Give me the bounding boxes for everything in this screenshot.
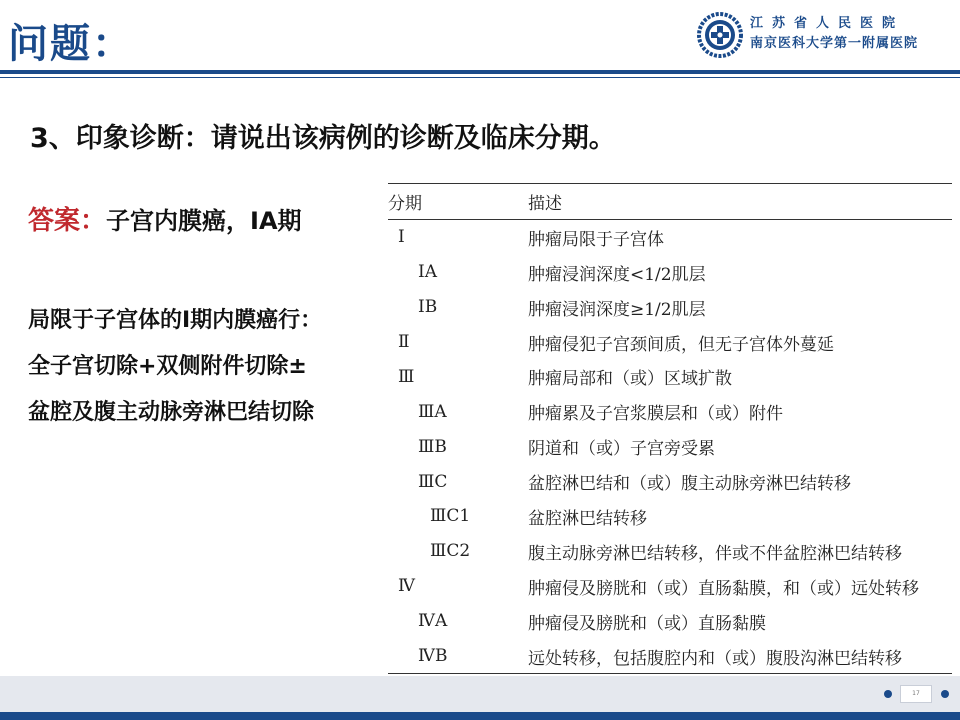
answer-label: 答案： xyxy=(28,206,107,236)
description-cell: 阴道和（或）子宫旁受累 xyxy=(528,439,715,460)
description-cell: 肿瘤浸润深度<1/2肌层 xyxy=(528,264,706,285)
table-row xyxy=(388,429,952,464)
stage-cell: ⅢA xyxy=(418,401,447,422)
stage-cell: ⅢB xyxy=(418,436,447,457)
nav-dot-left xyxy=(884,690,892,698)
table-row xyxy=(388,255,952,290)
answer-text: 子宫内膜癌，IA期 xyxy=(106,207,302,235)
table-row xyxy=(388,639,952,674)
stage-cell: ⅢC xyxy=(418,471,448,492)
table-row xyxy=(388,569,952,604)
table-row xyxy=(388,534,952,569)
hospital-name-line2: 南京医科大学第一附属医院 xyxy=(750,36,919,51)
question-text: 3、印象诊断：请说出该病例的诊断及临床分期。 xyxy=(30,123,616,154)
answer xyxy=(28,200,302,237)
nav-dot-right xyxy=(941,690,949,698)
table-row xyxy=(388,290,952,325)
description-cell: 肿瘤浸润深度≥1/2肌层 xyxy=(528,299,706,320)
footer-stripe xyxy=(0,712,960,720)
stage-cell: ⅣA xyxy=(418,611,448,632)
treatment-line: 全子宫切除+双侧附件切除± xyxy=(28,354,307,379)
table-row xyxy=(388,464,952,499)
footer-bar xyxy=(0,676,960,712)
title-divider xyxy=(0,70,960,74)
table-row xyxy=(388,394,952,429)
description-cell: 肿瘤侵及膀胱和（或）直肠黏膜 xyxy=(528,613,766,634)
description-cell: 肿瘤侵及膀胱和（或）直肠黏膜，和（或）远处转移 xyxy=(528,578,919,599)
title-divider-thin xyxy=(0,77,960,78)
hospital-name xyxy=(750,14,955,54)
table-row xyxy=(388,359,952,394)
page-number: 17 xyxy=(900,685,932,703)
description-cell: 肿瘤侵犯子宫颈间质，但无子宫体外蔓延 xyxy=(528,334,834,355)
table-row xyxy=(388,219,952,254)
table-row xyxy=(388,499,952,534)
slide-title: 问题： xyxy=(8,21,134,67)
stage-cell: ⅠA xyxy=(418,262,437,283)
description-cell: 肿瘤局部和（或）区域扩散 xyxy=(528,369,732,390)
description-cell: 肿瘤局限于子宫体 xyxy=(528,229,664,250)
description-cell: 腹主动脉旁淋巴结转移，伴或不伴盆腔淋巴结转移 xyxy=(528,543,902,564)
table-row xyxy=(388,325,952,360)
treatment-line: 局限于子宫体的I期内膜癌行： xyxy=(28,308,323,333)
staging-table xyxy=(388,183,952,674)
stage-cell: Ⅳ xyxy=(398,576,415,597)
stage-cell: ⅣB xyxy=(418,646,448,667)
table-header-stage: 分期 xyxy=(388,193,422,214)
hospital-logo-icon xyxy=(697,12,743,58)
stage-cell: ⅢC1 xyxy=(430,506,471,527)
table-header-description: 描述 xyxy=(528,193,562,214)
table-row xyxy=(388,604,952,639)
stage-cell: Ⅱ xyxy=(398,332,410,352)
description-cell: 肿瘤累及子宫浆膜层和（或）附件 xyxy=(528,404,783,425)
stage-cell: ⅠB xyxy=(418,297,438,318)
hospital-name-line1: 江苏省人民医院 xyxy=(750,16,905,31)
stage-cell: Ⅲ xyxy=(398,366,415,387)
treatment-line: 盆腔及腹主动脉旁淋巴结切除 xyxy=(28,400,315,425)
stage-cell: ⅢC2 xyxy=(430,541,471,562)
treatment-text xyxy=(28,298,383,436)
table-header-row xyxy=(388,184,952,220)
description-cell: 盆腔淋巴结和（或）腹主动脉旁淋巴结转移 xyxy=(528,474,851,495)
description-cell: 远处转移，包括腹腔内和（或）腹股沟淋巴结转移 xyxy=(528,648,902,669)
description-cell: 盆腔淋巴结转移 xyxy=(528,508,647,529)
stage-cell: Ⅰ xyxy=(398,227,405,248)
